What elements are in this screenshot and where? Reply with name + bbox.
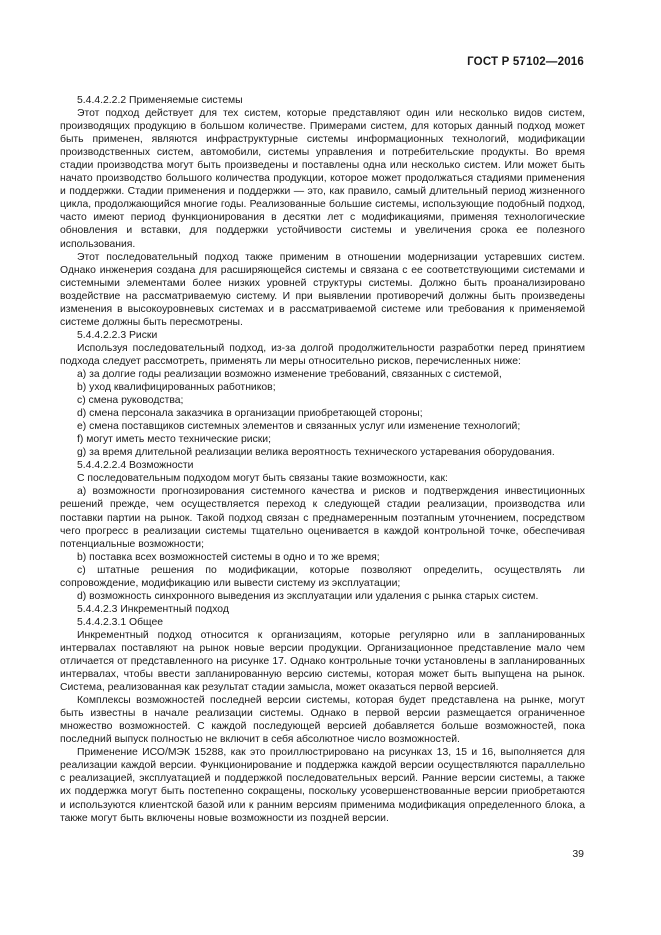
paragraph-incremental-general: Инкрементный подход относится к организациям, которые регулярно или в запланированных интервалах поставляют на рынок новые версии продукции. Организационное представление мало чем отличается от представленного на рисунке 17. Однако контрольные точки установлены в запланированных интервалах, чтобы ввести запланированную версию системы, которая может быть выпущена на рынок. Система, реализованная как результат стадии замысла, может оказаться первой версией.: [60, 629, 585, 694]
risk-list-item-a: a) за долгие годы реализации возможно изменение требований, связанных с системой,: [77, 368, 502, 380]
paragraph-capability-sets: Комплексы возможностей последней версии системы, которая будет представлена на рынке, могут быть известны в начале реализации системы. Однако в первой версии размещается ограниченное множество возможностей. С каждой последующей версией добавляется больше возможностей, пока последний выпуск полностью не включит в себя абсолютное число возможностей.: [60, 695, 585, 746]
opportunity-list-item-a: a) возможности прогнозирования системного качества и рисков и подтверждения инвестиционных решений прежде, чем осуществляется переход к следующей стадии реализации, производства или поставки партии на рынок. Такой подход связан с преднамеренным поэтапным уточнением, посредством чего прогресс в реализации системы тщательно оценивается в каждой контрольной точке, обеспечивая потенциальные возможности;: [60, 486, 585, 550]
opportunity-list-item-c: c) штатные решения по модификации, которые позволяют определить, осуществлять ли сопровождение, модификацию или вывести систему из эксплуатации;: [60, 564, 585, 589]
document-header-title: ГОСТ Р 57102—2016: [467, 56, 584, 68]
risk-list-item-b: b) уход квалифицированных работников;: [77, 382, 276, 394]
opportunity-list-item-b: b) поставка всех возможностей системы в одно и то же время;: [77, 551, 380, 563]
subsection-heading-general: 5.4.4.2.3.1 Общее: [77, 616, 164, 628]
page-number: 39: [572, 848, 584, 860]
subsection-heading-risks: 5.4.4.2.2.3 Риски: [77, 329, 158, 341]
risk-list-item-g: g) за время длительной реализации велика вероятность технического устаревания оборудования.: [77, 447, 555, 459]
subsection-heading-opportunities: 5.4.4.2.2.4 Возможности: [77, 460, 194, 472]
risk-list-item-c: c) смена руководства;: [77, 395, 184, 407]
risk-list-item-d: d) смена персонала заказчика в организации приобретающей стороны;: [77, 408, 423, 420]
paragraph-opportunities-intro: С последовательным подходом могут быть связаны такие возможности, как:: [77, 473, 448, 485]
section-heading-incremental-approach: 5.4.4.2.3 Инкрементный подход: [77, 603, 229, 615]
subsection-heading-applied-systems: 5.4.4.2.2.2 Применяемые системы: [77, 95, 243, 106]
paragraph-applied-systems: Этот подход действует для тех систем, которые представляют один или несколько видов систем, производящих продукцию в большом количестве. Примерами систем, для которых данный подход может быть применен, являются инфраструктурные системы информационных технологий, модификации производственных систем, автомобили, системы управления и потребительские продукты. Во время стадии производства могут быть произведены и поставлены одна или несколько систем. Или может быть начато производство большого количества продукции, которое может продолжаться стадиями применения и поддержки. Стадии применения и поддержки — это, как правило, самый длительный период жизненного цикла, продолжающийся многие годы. Реализованные большие системы, использующие подобный подход, часто имеют период функционирования в десятки лет с модификациями, применяя технологические обновления и вставки, для поддержки устойчивости системы и увеличения срока ее полезного использования.: [60, 108, 585, 250]
risk-list-item-e: e) смена поставщиков системных элементов и связанных услуг или изменение технологий;: [77, 421, 521, 433]
paragraph-risks-intro: Используя последовательный подход, из-за долгой продолжительности разработки перед принятием подхода следует рассмотреть, применять ли меры относительно рисков, перечисленных ниже:: [60, 342, 585, 367]
opportunity-list-item-d: d) возможность синхронного выведения из эксплуатации или удаления с рынка старых систем.: [77, 590, 539, 602]
paragraph-modernization: Этот последовательный подход также применим в отношении модернизации устаревших систем. Однако инженерия создана для расширяющейся системы и связана с ее соответствующими системами и системными элементами более низких уровней структуры системы. Должно быть проанализировано воздействие на рассматриваемую систему. И при выявлении противоречий должны быть произведены изменения в высокоуровневых системах и в рассматриваемой системе или требования к применяемой системе должны быть пересмотрены.: [60, 251, 585, 328]
risk-list-item-f: f) могут иметь место технические риски;: [77, 434, 272, 446]
page-body: [60, 94, 585, 825]
paragraph-iso-application: Применение ИСО/МЭК 15288, как это проиллюстрировано на рисунках 13, 15 и 16, выполняется для реализации каждой версии. Функционирование и поддержка каждой версии осуществляются параллельно с реализацией, эксплуатацией и поддержкой последовательных версий. Ранние версии системы, а также их поддержка могут быть постепенно сокращены, поскольку усовершенствованные версии приобретаются и используются клиентской базой или к ранним версиям применима модификация определенного блока, а также могут быть включены новые возможности из поздней версии.: [60, 747, 585, 824]
